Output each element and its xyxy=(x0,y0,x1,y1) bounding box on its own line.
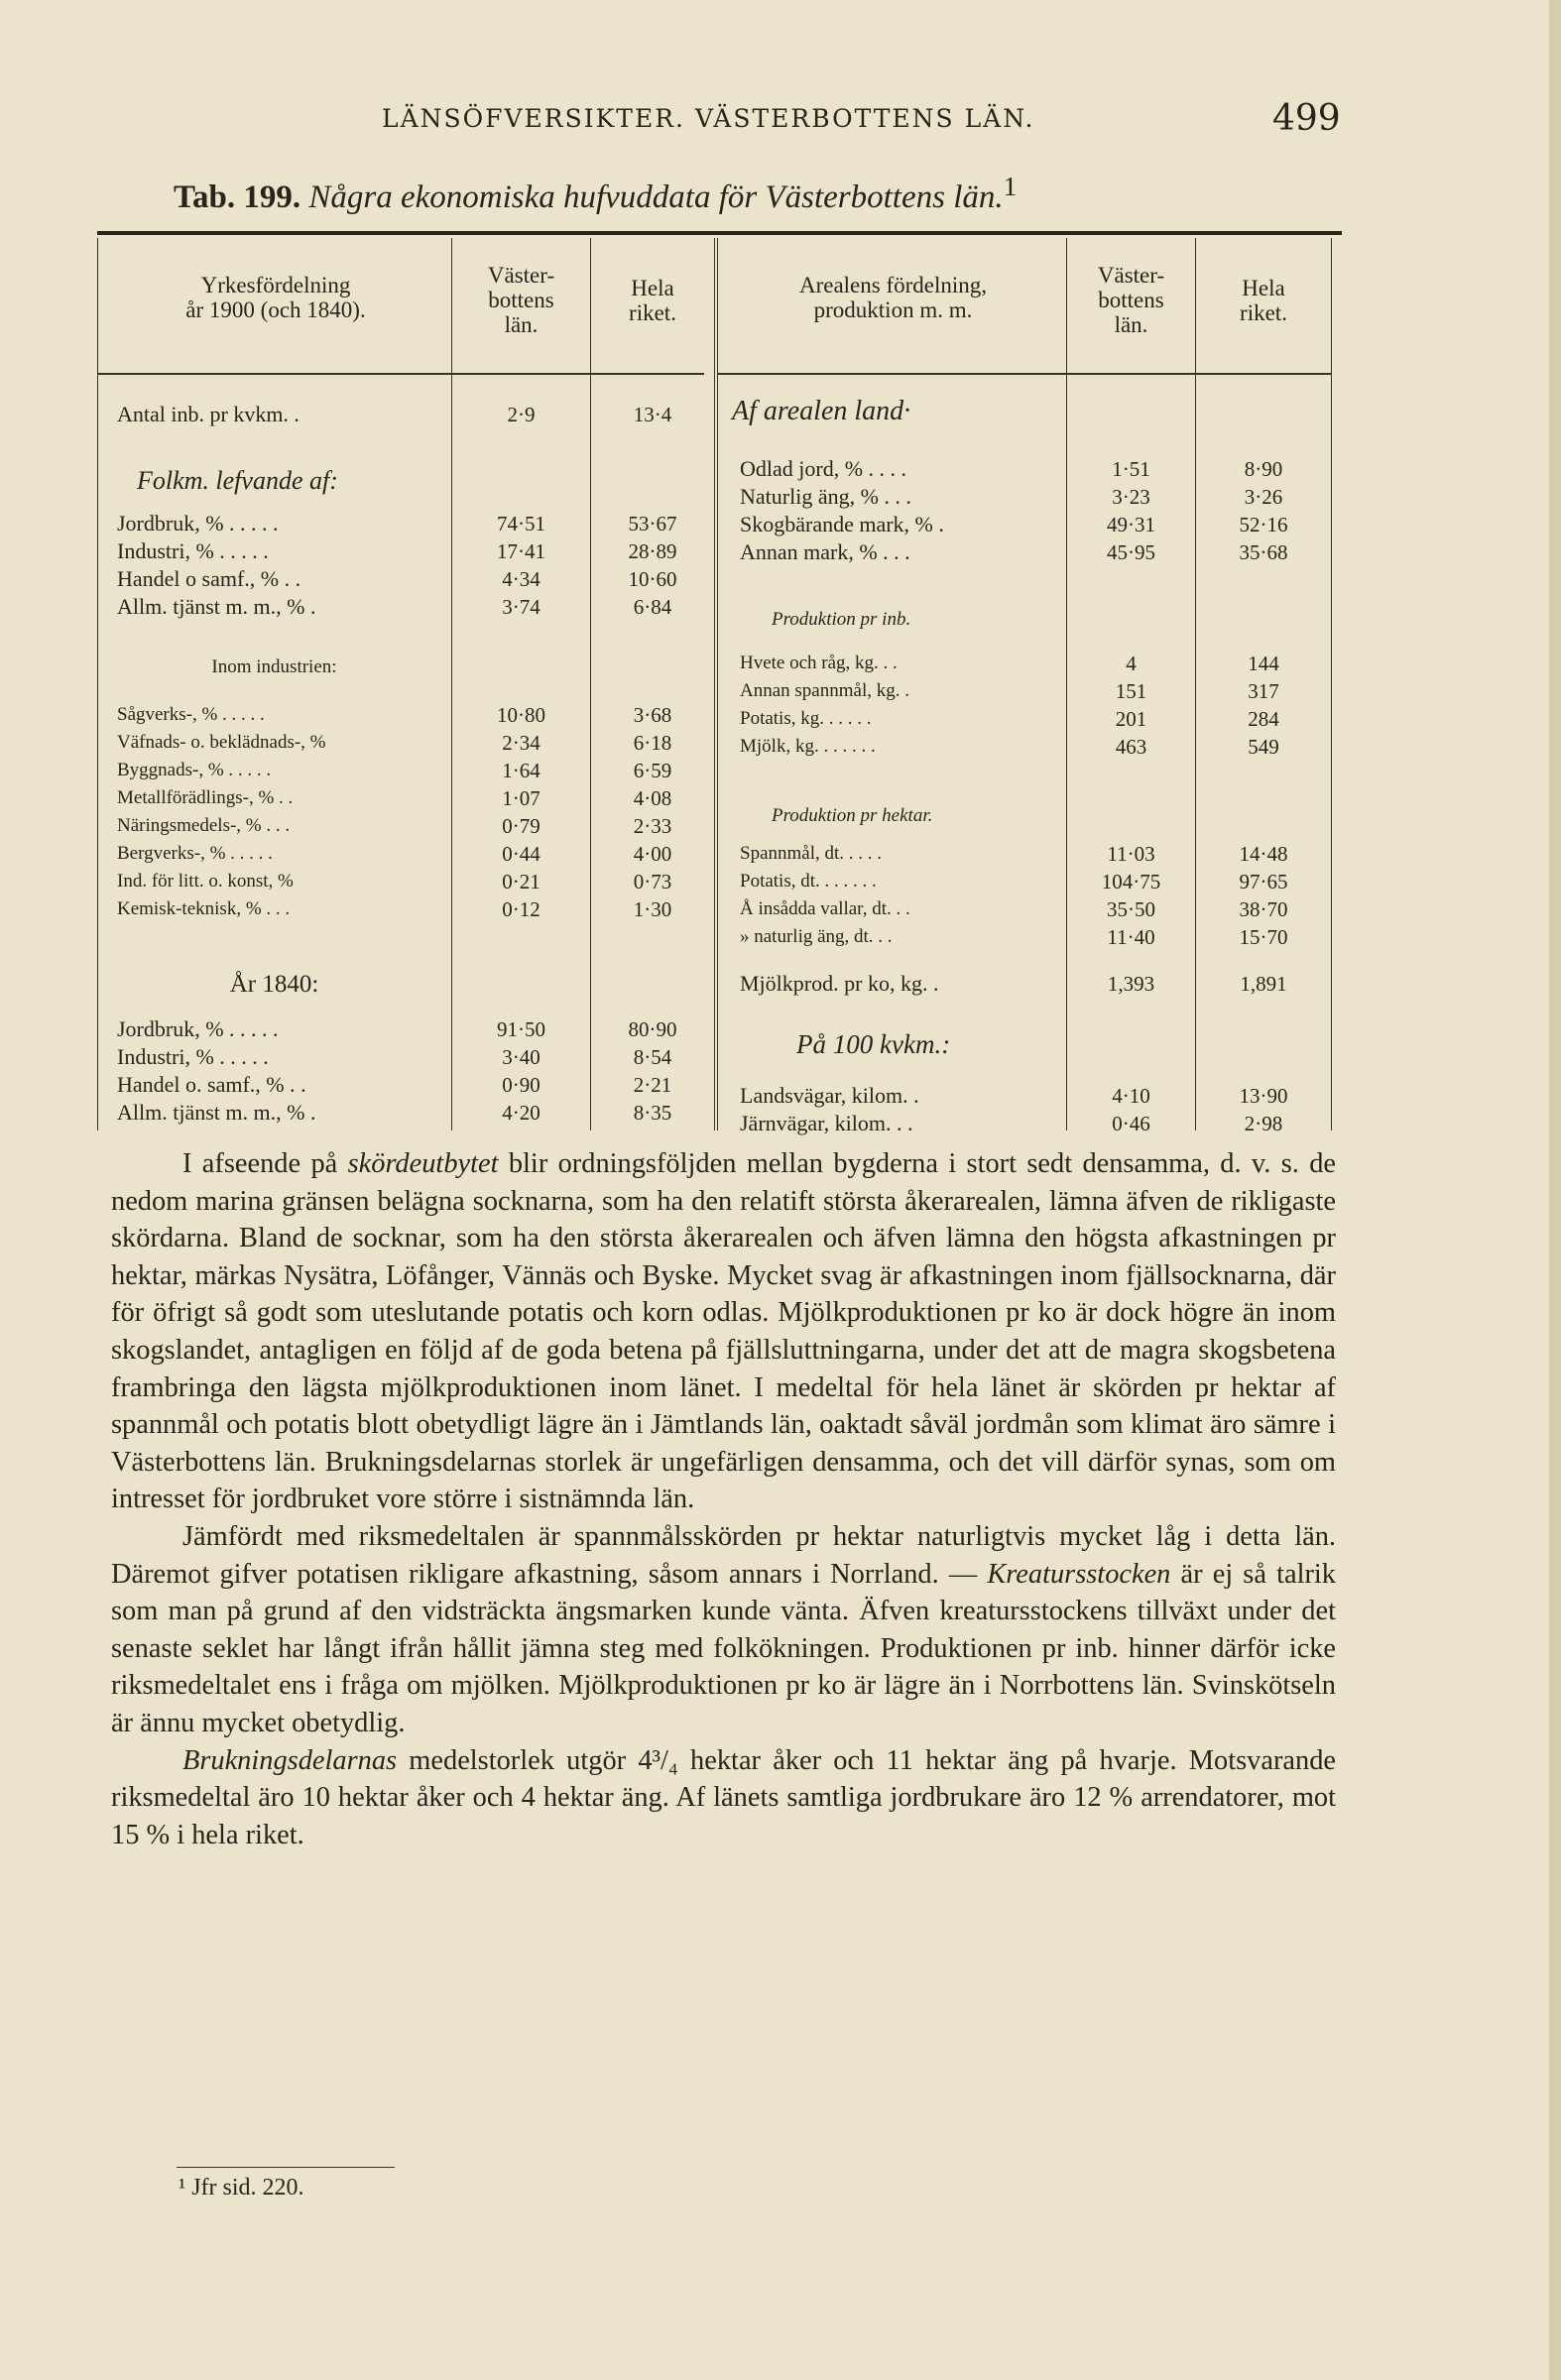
section-heading: Produktion pr hektar. xyxy=(772,805,933,826)
table-cell: 45·95 xyxy=(1107,540,1155,564)
caption-prefix: Tab. 199. xyxy=(174,179,301,215)
col-divider xyxy=(1195,238,1196,1130)
table-cell: 3·68 xyxy=(633,703,672,727)
table-row-label: Odlad jord, % . . . . xyxy=(740,456,907,481)
table-cell: 17·41 xyxy=(497,539,545,563)
table-row-label: Industri, % . . . . . xyxy=(117,1044,269,1069)
table-cell: 97·65 xyxy=(1239,870,1288,893)
running-header xyxy=(0,98,1561,144)
table-cell: 3·26 xyxy=(1244,485,1283,509)
table-cell: 35·68 xyxy=(1239,540,1288,564)
caption-footnote-mark: 1 xyxy=(1003,171,1018,201)
table-top-rule xyxy=(97,231,1342,235)
table-row-label: Industri, % . . . . . xyxy=(117,538,269,563)
table-cell: 0·44 xyxy=(502,842,540,866)
table-row-label: Antal inb. pr kvkm. . xyxy=(117,402,300,426)
text-run: är ej så talrik som man på grund af den vidsträckta ängsmarken kunde vänta. Äfven kreatursstockens tillväxt under det senaste seklet har långt ifrån hållit jämna steg med folkökningen. Produktionen pr inb. hinner därför icke riksmedeltalet ens i fråga om mjölken. Mjölkproduktionen pr ko är lägre än i Norrbottens län. Svinskötseln är ännu mycket obetydlig. xyxy=(111,1558,1337,1738)
table-cell: 52·16 xyxy=(1239,513,1288,536)
table-cell: 6·18 xyxy=(633,731,672,755)
table-cell: 28·89 xyxy=(628,539,677,563)
table-row-label: Näringsmedels-, % . . . xyxy=(117,815,291,836)
table-cell: 3·23 xyxy=(1112,485,1150,509)
table-cell: 8·54 xyxy=(633,1045,672,1069)
table-cell: 201 xyxy=(1115,707,1147,731)
table-row-label: Potatis, kg. . . . . . xyxy=(740,708,872,729)
table-row-label: Annan mark, % . . . xyxy=(740,539,910,564)
data-table xyxy=(97,238,1342,1135)
table-row-label: Hvete och råg, kg. . . xyxy=(740,653,898,673)
text-run: Jämfördt med riksmedeltalen är spannmålsskörden pr hektar naturligtvis mycket låg i detta län. Däremot gifver potatisen rikligare afkastning, såsom annars i Norrland. — xyxy=(111,1520,1336,1590)
paragraph xyxy=(111,1518,1336,1742)
table-row-label: Potatis, dt. . . . . . . xyxy=(740,871,877,892)
table-cell: 38·70 xyxy=(1239,897,1288,921)
footnote: ¹ Jfr sid. 220. xyxy=(179,2175,304,2201)
table-row-label: Ind. för litt. o. konst, % xyxy=(117,871,294,892)
text-run: medelstorlek utgör 4³/₄ hektar åker och 11 hektar äng på hvarje. Motsvarande riksmedeltal äro 10 hektar åker och 4 hektar äng. Af länets samtliga jordbrukare äro 12 % arrendatorer, mot 15 % i hela riket. xyxy=(111,1744,1336,1850)
col-divider xyxy=(590,238,591,1130)
table-border-right xyxy=(1331,238,1332,1130)
table-cell: 0·46 xyxy=(1112,1112,1150,1135)
table-cell: 104·75 xyxy=(1101,870,1161,893)
table-cell: 8·90 xyxy=(1244,457,1283,481)
table-cell: 1·30 xyxy=(633,897,672,921)
table-row-label: Byggnads-, % . . . . . xyxy=(117,760,272,780)
table-cell: 284 xyxy=(1248,707,1279,731)
table-cell: 0·73 xyxy=(633,870,672,893)
table-row-label: Allm. tjänst m. m., % . xyxy=(117,1100,316,1125)
table-cell: 4·10 xyxy=(1112,1084,1150,1108)
right-header-nation: Hela riket. xyxy=(1240,276,1287,325)
table-cell: 151 xyxy=(1115,679,1147,703)
table-cell: 13·4 xyxy=(633,403,672,426)
table-cell: 0·79 xyxy=(502,814,540,838)
section-heading: På 100 kvkm.: xyxy=(796,1029,951,1059)
table-row-label: Metallförädlings-, % . . xyxy=(117,787,294,808)
table-row-label: Mjölkprod. pr ko, kg. . xyxy=(740,971,939,996)
table-row-label: Kemisk-teknisk, % . . . xyxy=(117,898,291,919)
table-row-label: Jordbruk, % . . . . . xyxy=(117,1016,279,1041)
table-row-label: Handel o. samf., % . . xyxy=(117,1072,306,1097)
footnote-rule xyxy=(177,2167,395,2168)
emphasis: Brukningsdelarnas xyxy=(182,1744,398,1776)
table-row-label: Järnvägar, kilom. . . xyxy=(740,1111,913,1135)
table-cell: 549 xyxy=(1248,735,1279,759)
table-cell: 2·9 xyxy=(507,403,536,426)
col-divider-center xyxy=(714,238,715,1130)
table-cell: 35·50 xyxy=(1107,897,1155,921)
table-cell: 6·59 xyxy=(633,759,672,782)
col-divider-center xyxy=(717,238,718,1130)
table-caption xyxy=(174,171,1017,216)
table-row-label: Allm. tjänst m. m., % . xyxy=(117,594,316,619)
paragraph xyxy=(111,1145,1336,1518)
right-header-county: Väster- bottens län. xyxy=(1097,263,1165,337)
table-cell: 4·20 xyxy=(502,1101,540,1125)
page-edge xyxy=(1549,0,1561,2380)
table-row-label: Skogbärande mark, % . xyxy=(740,512,944,536)
table-cell: 0·12 xyxy=(502,897,540,921)
table-cell: 2·21 xyxy=(633,1073,672,1097)
table-cell: 4·00 xyxy=(633,842,672,866)
emphasis: skördeutbytet xyxy=(347,1148,499,1179)
table-cell: 0·90 xyxy=(502,1073,540,1097)
table-cell: 53·67 xyxy=(628,512,677,536)
header-rule-left xyxy=(97,373,704,375)
section-heading: Af arealen land· xyxy=(732,396,911,426)
caption-title: Några ekonomiska hufvuddata för Västerbottens län. xyxy=(308,179,1004,215)
left-header-nation: Hela riket. xyxy=(629,276,676,325)
section-heading: Folkm. lefvande af: xyxy=(137,466,338,495)
table-cell: 11·03 xyxy=(1107,842,1155,866)
table-cell: 14·48 xyxy=(1239,842,1288,866)
text-run: I afseende på xyxy=(182,1148,348,1179)
table-cell: 1·64 xyxy=(502,759,540,782)
text-run: blir ordningsföljden mellan bygderna i stort sedt densamma, d. v. s. de nedom marina gränsen belägna socknarna, som ha den relatift största åkerarealen, lämna äfven de rikligaste skördarna. Bland de socknar, som ha den största åkerarealen och äfven lämna den högsta afkastningen pr hektar, märkas Nysätra, Löfånger, Vännäs och Byske. Mycket svag är afkastningen inom fjällsocknarna, där för öfrigt så godt som uteslutande potatis och korn odlas. Mjölkproduktionen pr ko är dock högre än inom skogslandet, antagligen en följd af de goda betena på fjällsluttningarna, under det att de magra skogsbetena frambringa den lägsta mjölkproduktionen inom länet. I medeltal för hela länet är skörden pr hektar af spannmål och potatis blott obetydligt lägre än i Jämtlands län, oaktadt såväl jordmån som klimat äro sämre i Västerbottens län. Brukningsdelarnas storlek är ungefärligen densamma, och det vill därför synas, som om intresset för jordbruket vore större i sistnämnda län. xyxy=(111,1148,1337,1515)
table-cell: 74·51 xyxy=(497,512,545,536)
section-heading: Inom industrien: xyxy=(211,656,337,677)
table-cell: 317 xyxy=(1248,679,1279,703)
table-cell: 4 xyxy=(1126,652,1137,675)
table-cell: 1·07 xyxy=(502,786,540,810)
table-row-label: Väfnads- o. beklädnads-, % xyxy=(117,732,326,753)
table-row-label: Bergverks-, % . . . . . xyxy=(117,843,273,864)
header-rule-right xyxy=(717,373,1332,375)
table-cell: 10·80 xyxy=(497,703,545,727)
table-row-label: Landsvägar, kilom. . xyxy=(740,1083,919,1108)
table-cell: 1,891 xyxy=(1240,972,1287,996)
body-text xyxy=(111,1145,1336,1853)
running-title: LÄNSÖFVERSIKTER. VÄSTERBOTTENS LÄN. xyxy=(382,104,1035,133)
table-cell: 0·21 xyxy=(502,870,540,893)
right-header-category: Arealens fördelning, produktion m. m. xyxy=(798,273,988,322)
table-cell: 3·74 xyxy=(502,595,540,619)
col-divider xyxy=(451,238,452,1130)
table-cell: 2·33 xyxy=(633,814,672,838)
table-row-label: Handel o samf., % . . xyxy=(117,566,301,591)
col-divider xyxy=(1066,238,1067,1130)
table-cell: 49·31 xyxy=(1107,513,1155,536)
table-cell: 463 xyxy=(1115,735,1147,759)
table-cell: 2·98 xyxy=(1244,1112,1283,1135)
left-header-category: Yrkesfördelning år 1900 (och 1840). xyxy=(185,273,366,322)
table-cell: 2·34 xyxy=(502,731,540,755)
table-cell: 15·70 xyxy=(1239,925,1288,949)
table-row-label: Å insådda vallar, dt. . . xyxy=(740,898,910,919)
table-cell: 1,393 xyxy=(1107,972,1155,996)
table-cell: 1·51 xyxy=(1112,457,1150,481)
table-row-label: Mjölk, kg. . . . . . . xyxy=(740,736,876,757)
paragraph xyxy=(111,1742,1336,1854)
table-row-label: Naturlig äng, % . . . xyxy=(740,484,911,509)
table-cell: 4·34 xyxy=(502,567,540,591)
table-row-label: Jordbruk, % . . . . . xyxy=(117,511,279,536)
table-cell: 4·08 xyxy=(633,786,672,810)
section-heading: År 1840: xyxy=(229,971,319,998)
table-row-label: Annan spannmål, kg. . xyxy=(740,680,909,701)
table-row-label: » naturlig äng, dt. . . xyxy=(740,926,893,947)
table-cell: 11·40 xyxy=(1107,925,1155,949)
table-cell: 91·50 xyxy=(497,1017,545,1041)
left-header-county: Väster- bottens län. xyxy=(487,263,555,337)
table-cell: 10·60 xyxy=(628,567,677,591)
page-number: 499 xyxy=(1272,98,1341,139)
table-cell: 6·84 xyxy=(633,595,672,619)
table-cell: 3·40 xyxy=(502,1045,540,1069)
emphasis: Kreatursstocken xyxy=(987,1558,1171,1590)
table-cell: 144 xyxy=(1248,652,1279,675)
table-row-label: Spannmål, dt. . . . . xyxy=(740,843,883,864)
table-cell: 13·90 xyxy=(1239,1084,1288,1108)
table-cell: 8·35 xyxy=(633,1101,672,1125)
section-heading: Produktion pr inb. xyxy=(772,609,911,630)
table-row-label: Sågverks-, % . . . . . xyxy=(117,704,265,725)
table-cell: 80·90 xyxy=(628,1017,677,1041)
